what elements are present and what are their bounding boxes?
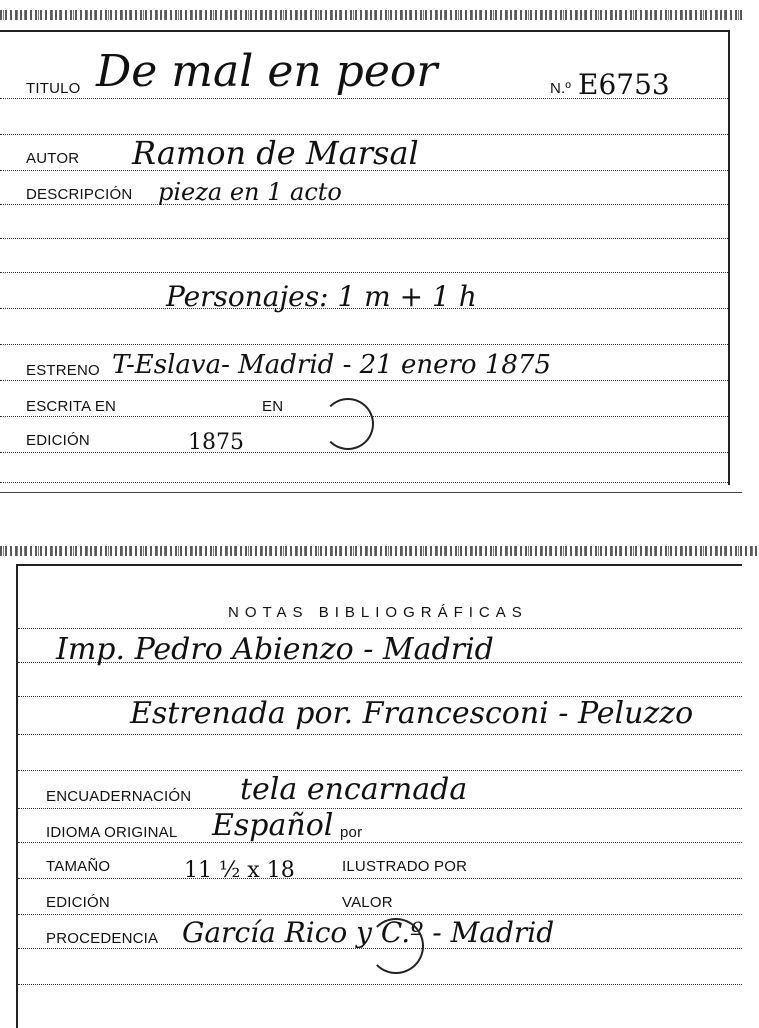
catalog-card-bottom (0, 538, 759, 1028)
rule (0, 344, 728, 345)
rule (18, 734, 742, 735)
titulo-value: De mal en peor (96, 46, 438, 97)
rule (0, 204, 728, 205)
rule (18, 984, 742, 985)
rule (0, 380, 728, 381)
rule (0, 238, 728, 239)
edicion-label: EDICIÓN (26, 432, 90, 449)
rule (18, 628, 742, 629)
card-top-border (0, 30, 730, 32)
autor-label: AUTOR (26, 150, 80, 167)
catalog-card-top (0, 0, 742, 492)
stamp-circle (322, 398, 374, 450)
rule (0, 272, 728, 273)
section-title: NOTAS BIBLIOGRÁFICAS (228, 604, 528, 621)
rule (18, 878, 742, 879)
note-line-2: Estrenada por. Francesconi - Peluzzo (130, 696, 694, 731)
por-label: por (340, 824, 363, 841)
tamano-value: 11 ½ x 18 (184, 858, 295, 883)
valor-label: VALOR (342, 894, 393, 911)
edicion-label: EDICIÓN (46, 894, 110, 911)
tamano-label: TAMAÑO (46, 858, 111, 875)
rule (0, 452, 728, 453)
encuadernacion-label: ENCUADERNACIÓN (46, 788, 192, 805)
rule (18, 914, 742, 915)
estreno-value: T-Eslava- Madrid - 21 enero 1875 (112, 350, 552, 380)
rule (18, 842, 742, 843)
note-line-1: Imp. Pedro Abienzo - Madrid (56, 632, 494, 667)
torn-edge-top (0, 546, 759, 556)
encuadernacion-value: tela encarnada (240, 772, 468, 807)
procedencia-label: PROCEDENCIA (46, 930, 159, 947)
edicion-value: 1875 (188, 430, 244, 455)
rule (0, 482, 728, 483)
numero-label: N.º (550, 80, 572, 97)
descripcion-label: DESCRIPCIÓN (26, 186, 133, 203)
titulo-label: TITULO (26, 80, 81, 97)
en-label: EN (262, 398, 284, 415)
stamp-circle (368, 918, 424, 974)
card-right-border (728, 30, 730, 485)
escrita-en-label: ESCRITA EN (26, 398, 117, 415)
card-left-border (16, 564, 18, 1028)
ilustrado-label: ILUSTRADO POR (342, 858, 468, 875)
estreno-label: ESTRENO (26, 362, 100, 379)
personajes-value: Personajes: 1 m + 1 h (166, 280, 477, 313)
numero-value: E6753 (578, 68, 670, 101)
idioma-value: Español (212, 808, 334, 843)
separator (0, 492, 742, 493)
rule (18, 808, 742, 809)
rule (18, 770, 742, 771)
torn-edge-top (0, 10, 742, 20)
procedencia-value: García Rico y C.º - Madrid (182, 916, 555, 949)
autor-value: Ramon de Marsal (132, 134, 419, 172)
descripcion-value: pieza en 1 acto (158, 178, 342, 206)
card-top-border (16, 564, 742, 566)
idioma-label: IDIOMA ORIGINAL (46, 824, 178, 841)
